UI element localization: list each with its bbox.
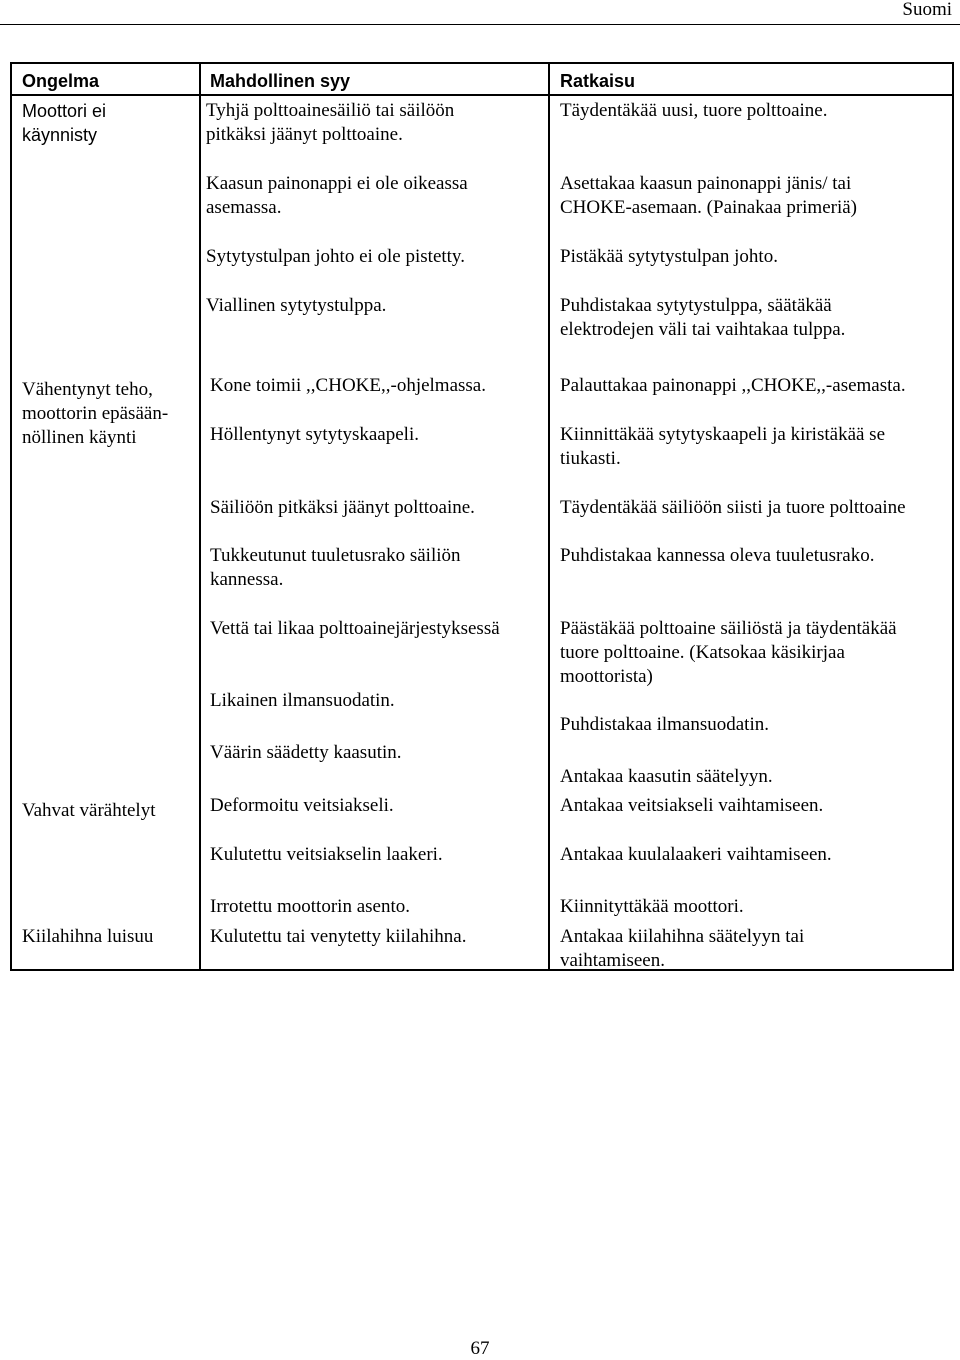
- cause-cell: Deformoitu veitsiakseli.: [210, 795, 394, 816]
- solution-cell: Antakaa kuulalaakeri vaihtamiseen.: [560, 844, 832, 865]
- page-number: 67: [470, 1338, 490, 1359]
- solution-cell: Antakaa kiilahihna säätelyyn tai vaihtamiseen.: [560, 926, 805, 971]
- cause-cell: Säiliöön pitkäksi jäänyt polttoaine.: [210, 497, 475, 518]
- solution-cell: Pistäkää sytytystulpan johto.: [560, 246, 778, 267]
- column-divider-1: [199, 64, 201, 969]
- cause-cell: Kulutettu tai venytetty kiilahihna.: [210, 926, 467, 947]
- cause-cell: Irrotettu moottorin asento.: [210, 896, 410, 917]
- cause-cell: Kulutettu veitsiakselin laakeri.: [210, 844, 443, 865]
- solution-cell: Antakaa veitsiakseli vaihtamiseen.: [560, 795, 824, 816]
- problem-cell: Kiilahihna luisuu: [22, 926, 154, 947]
- solution-cell: Päästäkää polttoaine säiliöstä ja täydentäkää tuore polttoaine. (Katsokaa käsikirjaa moottorista): [560, 618, 897, 687]
- solution-cell: Puhdistakaa ilmansuodatin.: [560, 714, 769, 735]
- troubleshooting-table: [10, 62, 954, 971]
- header-divider: [12, 94, 952, 96]
- cause-cell: Väärin säädetty kaasutin.: [210, 742, 402, 763]
- cause-cell: Kone toimii ,,CHOKE,,-ohjelmassa.: [210, 375, 486, 396]
- header-problem: Ongelma: [22, 71, 100, 91]
- header-cause: Mahdollinen syy: [210, 71, 351, 91]
- header-solution: Ratkaisu: [560, 71, 636, 91]
- problem-cell: Vahvat värähtelyt: [22, 800, 156, 821]
- cause-cell: Likainen ilmansuodatin.: [210, 690, 395, 711]
- solution-cell: Täydentäkää säiliöön siisti ja tuore polttoaine: [560, 497, 906, 518]
- solution-cell: Antakaa kaasutin säätelyyn.: [560, 766, 773, 787]
- solution-cell: Puhdistakaa kannessa oleva tuuletusrako.: [560, 545, 875, 566]
- header-rule: [0, 24, 960, 25]
- problem-cell: Vähentynyt teho, moottorin epäsään- nöllinen käynti: [22, 379, 169, 448]
- cause-cell: Kaasun painonappi ei ole oikeassa asemassa.: [206, 173, 468, 218]
- cause-cell: Höllentynyt sytytyskaapeli.: [210, 424, 419, 445]
- solution-cell: Täydentäkää uusi, tuore polttoaine.: [560, 100, 828, 121]
- solution-cell: Palauttakaa painonappi ,,CHOKE,,-asemasta.: [560, 375, 906, 396]
- cause-cell: Tukkeutunut tuuletusrako säiliön kannessa.: [210, 545, 461, 590]
- cause-cell: Viallinen sytytystulppa.: [206, 295, 387, 316]
- solution-cell: Puhdistakaa sytytystulppa, säätäkää elektrodejen väli tai vaihtakaa tulppa.: [560, 295, 846, 340]
- cause-cell: Sytytystulpan johto ei ole pistetty.: [206, 246, 465, 267]
- cause-cell: Tyhjä polttoainesäiliö tai säilöön pitkäksi jäänyt polttoaine.: [206, 100, 455, 145]
- header-language-label: Suomi: [902, 0, 952, 20]
- column-divider-2: [548, 64, 550, 969]
- solution-cell: Asettakaa kaasun painonappi jänis/ tai CHOKE-asemaan. (Painakaa primeriä): [560, 173, 858, 218]
- problem-cell: Moottori ei käynnisty: [22, 101, 107, 145]
- solution-cell: Kiinnityttäkää moottori.: [560, 896, 744, 917]
- cause-cell: Vettä tai likaa polttoainejärjestyksessä: [210, 618, 500, 639]
- solution-cell: Kiinnittäkää sytytyskaapeli ja kiristäkää se tiukasti.: [560, 424, 886, 469]
